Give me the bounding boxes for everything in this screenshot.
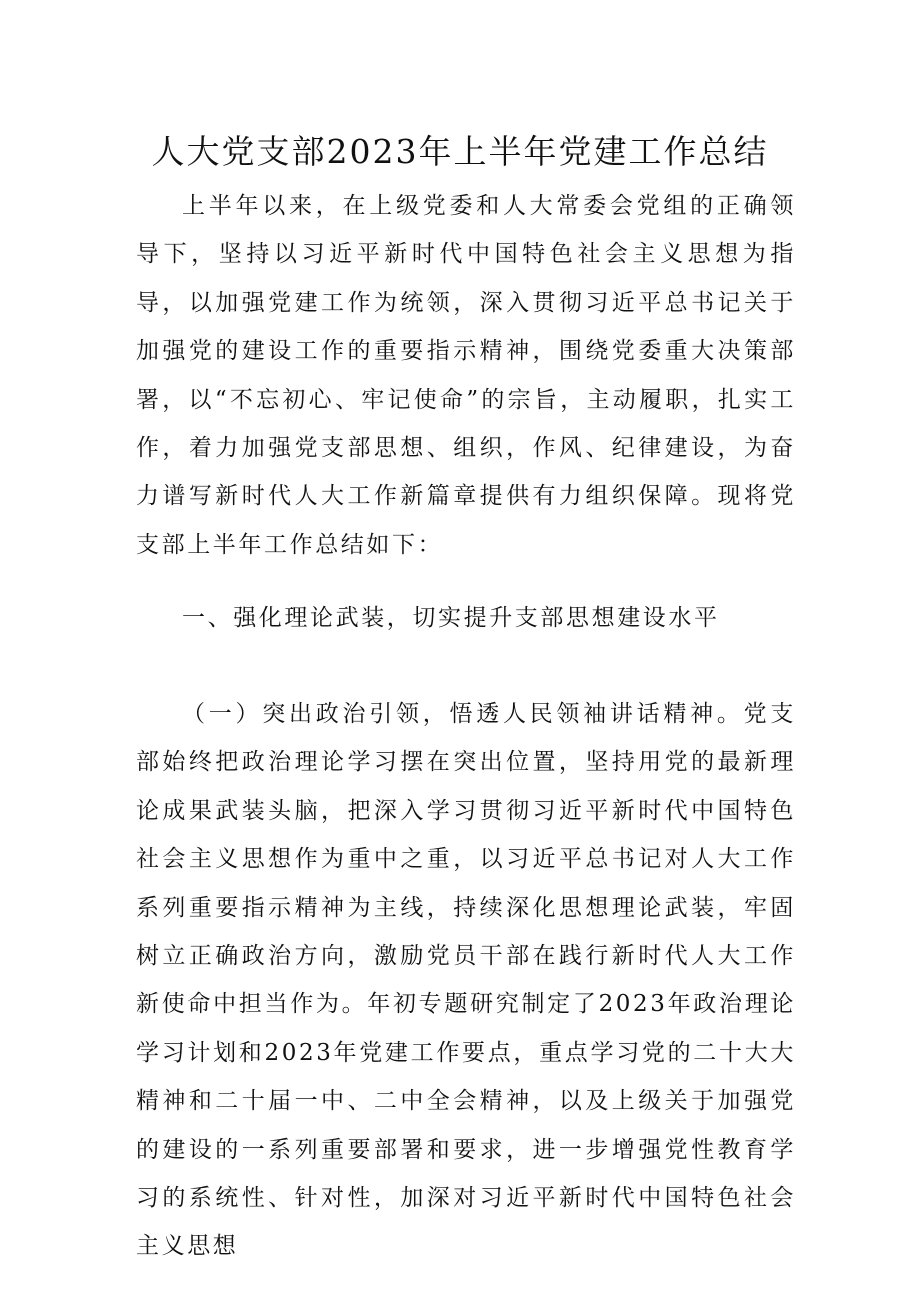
section-1-1-paragraph: （一）突出政治引领，悟透人民领袖讲话精神。党支部始终把政治理论学习摆在突出位置，坚持用党的最新理论成果武装头脑，把深入学习贯彻习近平新时代中国特色社会主义思想作为重中之重，以习近平总书记对人大工作系列重要指示精神为主线，持续深化思想理论武装，牢固树立正确政治方向，激励党员干部在践行新时代人大工作新使命中担当作为。年初专题研究制定了2023年政治理论学习计划和2023年党建工作要点，重点学习党的二十大大精神和二十届一中、二中全会精神，以及上级关于加强党的建设的一系列重要部署和要求，进一步增强党性教育学习的系统性、针对性，加深对习近平新时代中国特色社会主义思想 (136, 701, 796, 1260)
document-title: 人大党支部2023年上半年党建工作总结 (151, 132, 769, 171)
section-1-heading: 一、强化理论武装，切实提升支部思想建设水平 (182, 605, 720, 631)
intro-paragraph: 上半年以来，在上级党委和人大常委会党组的正确领导下，坚持以习近平新时代中国特色社会主义思想为指导，以加强党建工作为统领，深入贯彻习近平总书记关于加强党的建设工作的重要指示精神，围绕党委重大决策部署，以“不忘初心、牢记使命”的宗旨，主动履职，扎实工作，着力加强党支部思想、组织，作风、纪律建设，为奋力谱写新时代人大工作新篇章提供有力组织保障。现将党支部上半年工作总结如下： (136, 193, 796, 558)
